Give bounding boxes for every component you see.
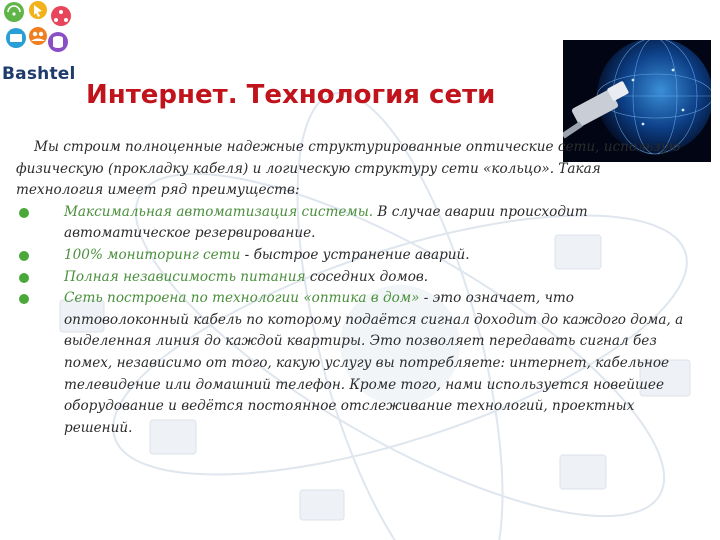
wifi-icon: [4, 2, 24, 22]
page-title: Интернет. Технология сети: [86, 80, 496, 110]
intro-paragraph: Мы строим полноценные надежные структурированные оптические сети, использую физическую (прокладку кабеля) и логическую структуру сети «кольцо». Такая технология имеет ряд преимуществ:: [16, 139, 681, 199]
list-item-text: - быстрое устранение аварий.: [240, 246, 470, 263]
list-item-text: - это означает, что оптоволоконный кабель по которому подаётся сигнал доходит до каждого дома, а выделенная линия до каждой квартиры. Это позволяет передавать сигнал без помех, независимо от того, какую услугу вы потребляете: интернет, кабельное телевидение или домашний телефон. Кроме того, нами используется новейшее оборудование и ведётся постоянное отслеживание технологий, проектных решений.: [64, 290, 684, 436]
advantages-list: [16, 202, 688, 440]
main-content: [16, 137, 688, 439]
bashtel-logo: [0, 0, 90, 84]
list-item-highlight: 100% мониторинг сети: [64, 246, 241, 263]
bullet-icon: [19, 273, 29, 283]
bullet-icon: [19, 208, 29, 218]
brand-name: Bashtel: [2, 64, 76, 84]
database-icon: [48, 32, 68, 52]
cursor-icon: [29, 1, 47, 19]
bullet-icon: [19, 294, 29, 304]
list-item: [16, 267, 688, 289]
tv-icon: [6, 28, 26, 48]
bullet-icon: [19, 251, 29, 261]
list-item-text: В случае аварии происходит автоматическое резервирование.: [64, 203, 588, 242]
list-item-highlight: Полная независимость питания: [64, 268, 306, 285]
list-item: [16, 245, 688, 267]
logo-icons: [0, 0, 76, 60]
list-item: [16, 288, 688, 439]
list-item: [16, 202, 688, 245]
network-icon: [51, 6, 71, 26]
users-icon: [29, 27, 47, 45]
list-item-text: соседних домов.: [305, 268, 429, 285]
list-item-highlight: Максимальная автоматизация системы.: [64, 203, 374, 220]
list-item-highlight: Сеть построена по технологии «оптика в дом»: [64, 290, 420, 307]
